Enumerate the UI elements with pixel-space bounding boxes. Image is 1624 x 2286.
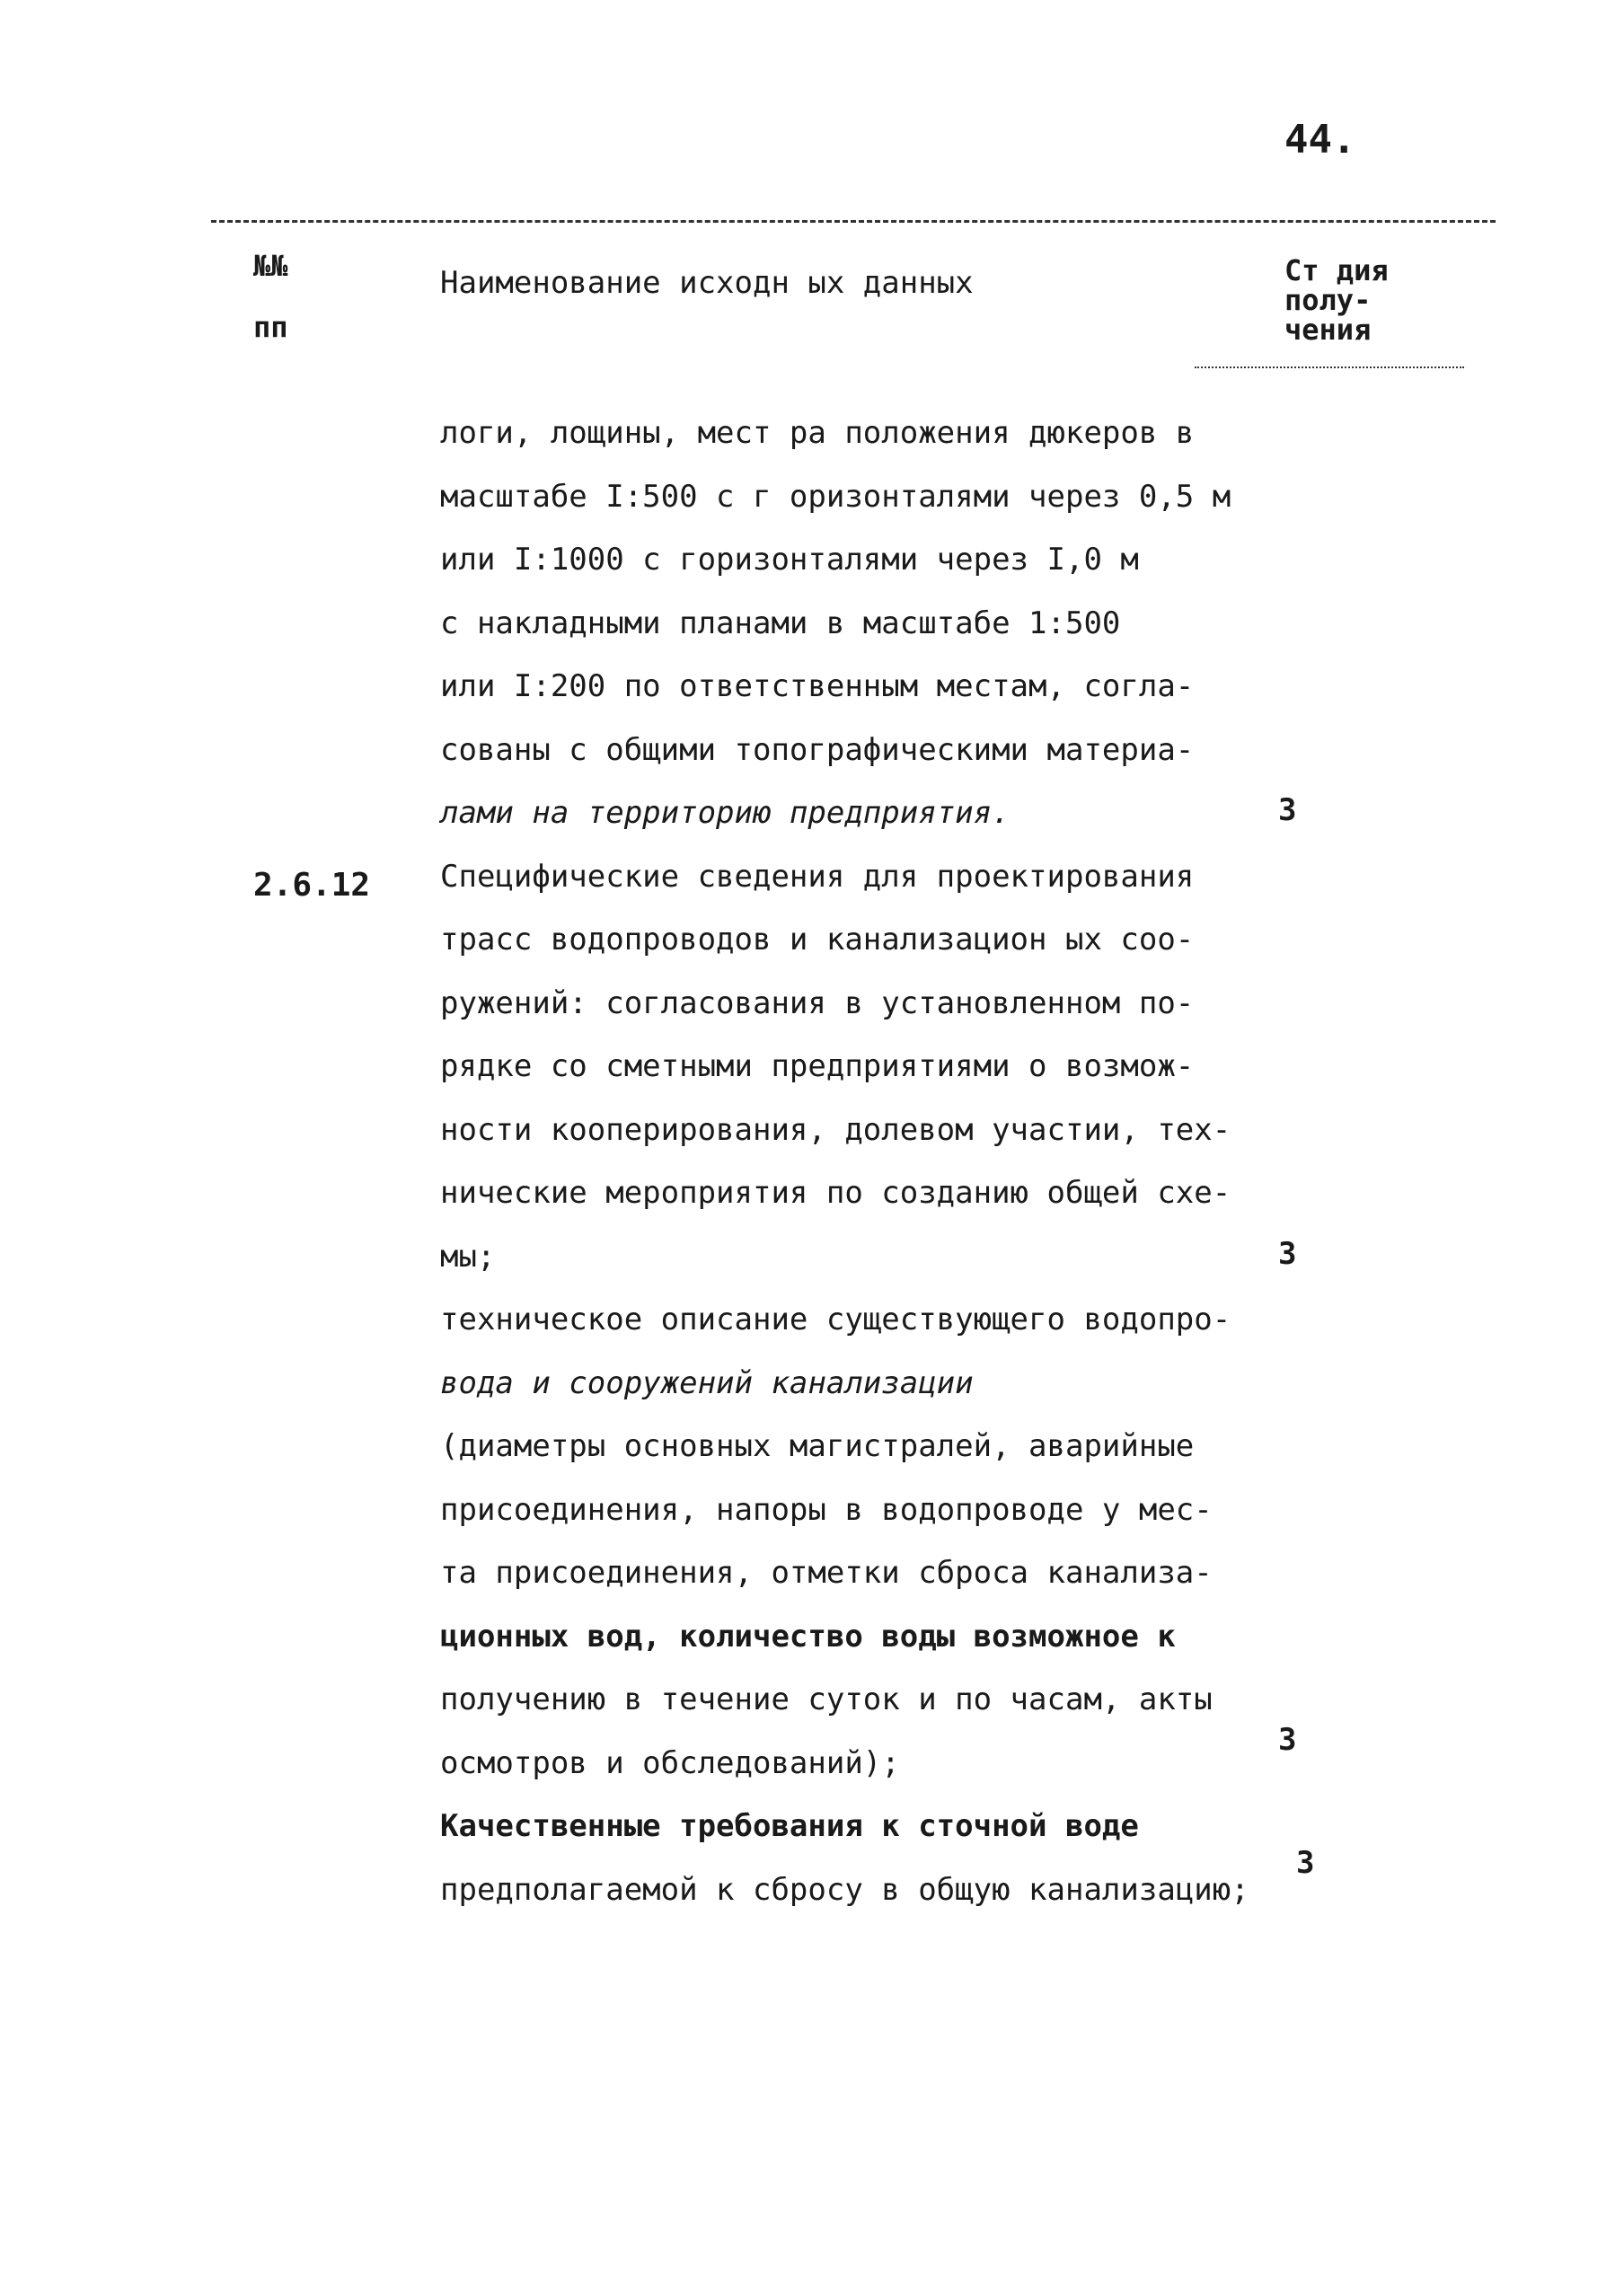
table-top-rule: [211, 220, 1496, 223]
stage-value: 3: [1278, 1722, 1297, 1758]
stage-value: 3: [1278, 792, 1297, 828]
text-line: Специфические сведения для проектирования: [440, 858, 1195, 895]
stage-column-header-line: чения: [1284, 313, 1372, 347]
text-line: логи, лощины, мест ра положения дюкеров в: [440, 415, 1195, 451]
number-column-header-line: №№: [253, 249, 288, 283]
text-line: Качественные требования к сточной воде: [440, 1808, 1139, 1844]
description-text: [440, 415, 1249, 1935]
text-line: с накладными планами в масштабе 1:500: [440, 605, 1121, 641]
text-line: (диаметры основных магистралей, аварийные: [440, 1428, 1195, 1464]
text-line: вода и сооружений канализации: [440, 1364, 974, 1401]
text-line: нические мероприятия по созданию общей схе-: [440, 1175, 1231, 1211]
name-column-header: Наименование исходн ых данных: [440, 265, 974, 301]
section-number: 2.6.12: [253, 867, 371, 904]
number-column-header-line: пп: [253, 310, 288, 344]
text-line: та присоединения, отметки сброса канализа-: [440, 1555, 1213, 1591]
text-line: или I:1000 с горизонталями через I,0 м: [440, 542, 1139, 578]
text-line: трасс водопроводов и канализацион ых соо-: [440, 922, 1195, 958]
header-bottom-rule: [1195, 366, 1464, 368]
stage-column-header-line: Ст дия: [1284, 253, 1389, 287]
page-number: 44.: [1284, 117, 1356, 163]
text-line: присоединения, напоры в водопроводе у мес-: [440, 1491, 1213, 1528]
text-line: сованы с общими топографическими материа-: [440, 731, 1195, 768]
text-line: ционных вод, количество воды возможное к: [440, 1618, 1176, 1655]
number-column-header: [253, 235, 288, 357]
stage-value: 3: [1278, 1236, 1297, 1272]
text-line: лами на территорию предприятия.: [440, 795, 1011, 831]
text-line: ности кооперирования, долевом участии, тех-: [440, 1111, 1231, 1148]
text-line: предполагаемой к сбросу в общую канализацию;: [440, 1871, 1249, 1908]
text-line: рядке со сметными предприятиями о возмож-: [440, 1048, 1195, 1084]
text-line: мы;: [440, 1238, 496, 1275]
text-line: ружений: согласования в установленном по-: [440, 984, 1195, 1021]
text-line: масштабе I:500 с г оризонталями через 0,5 м: [440, 478, 1231, 515]
stage-column-header-line: полу-: [1284, 283, 1372, 317]
text-line: техническое описание существующего водопро-: [440, 1302, 1231, 1337]
stage-value: 3: [1296, 1845, 1315, 1881]
stage-column-header: [1284, 253, 1389, 347]
text-line: осмотров и обследований);: [440, 1744, 900, 1781]
text-line: или I:200 по ответственным местам, согла-: [440, 668, 1195, 704]
text-line: получению в течение суток и по часам, акты: [440, 1681, 1213, 1717]
